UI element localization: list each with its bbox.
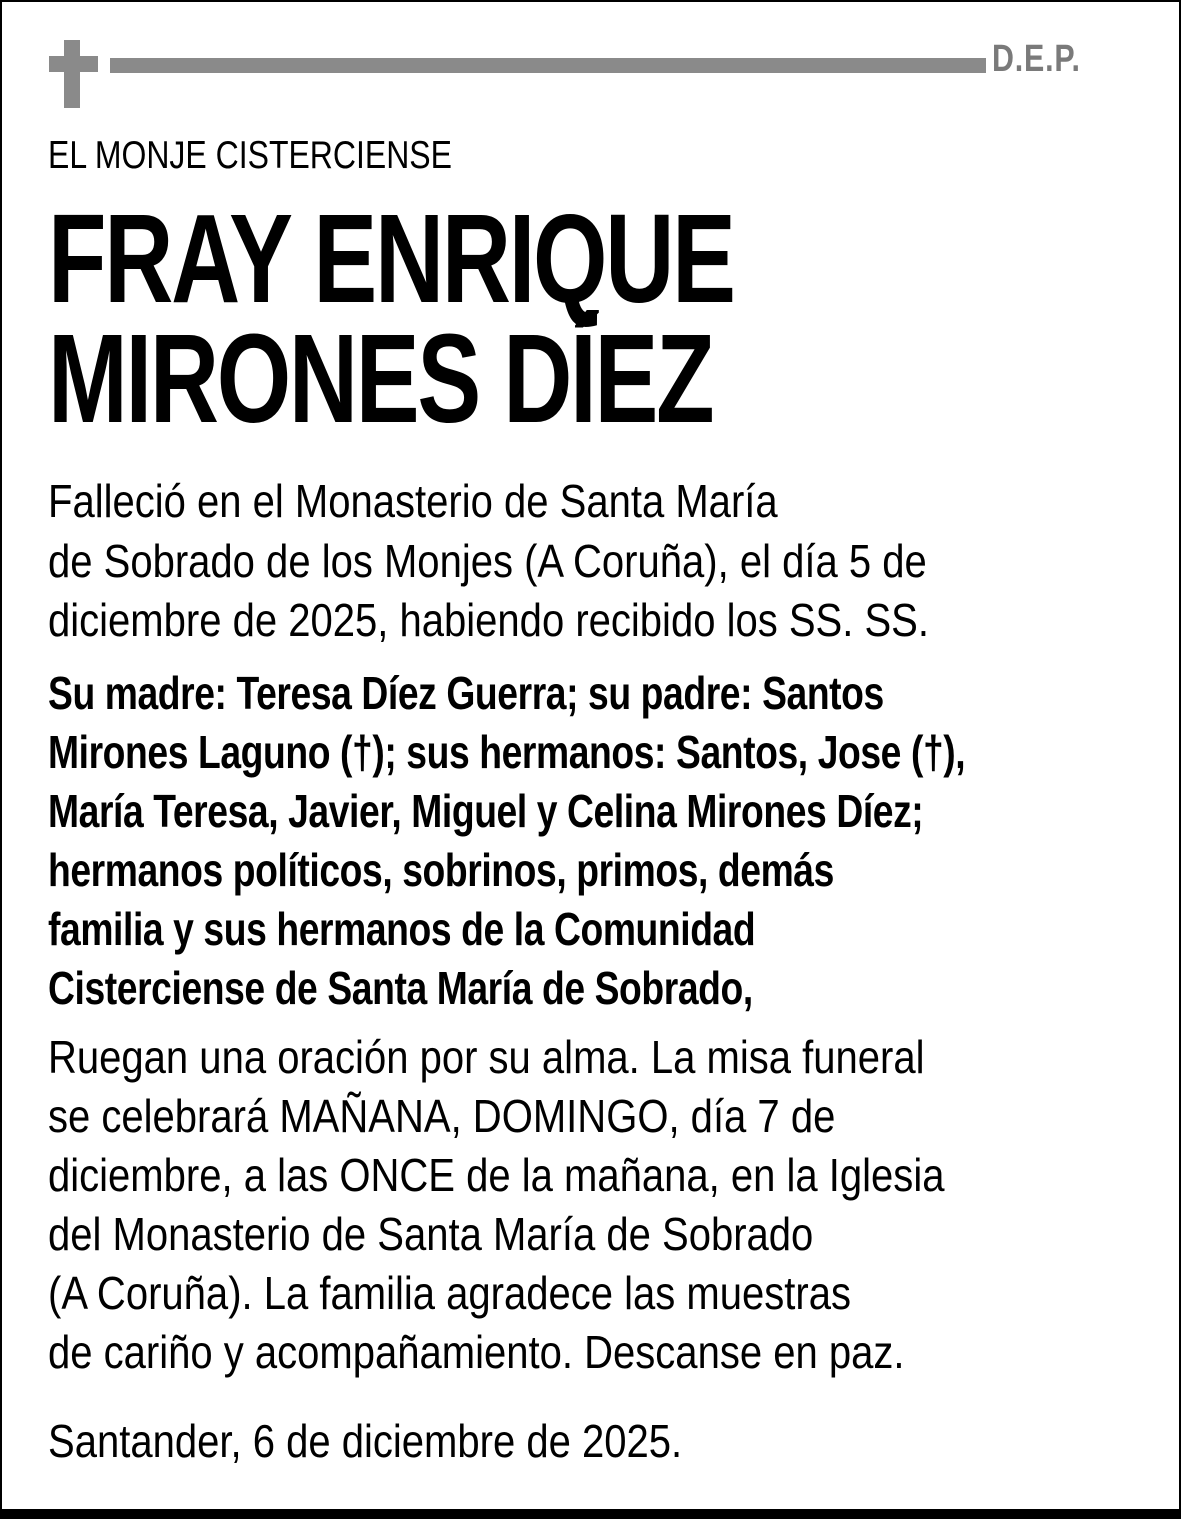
family-line: Mirones Laguno (†); sus hermanos: Santos, Jose (†), bbox=[48, 726, 966, 778]
deceased-name-line-2: MIRONES DÍEZ bbox=[48, 308, 713, 449]
dep-label: D.E.P. bbox=[992, 38, 1081, 80]
service-line: (A Coruña). La familia agradece las muestras bbox=[48, 1267, 852, 1319]
service-line: Ruegan una oración por su alma. La misa funeral bbox=[48, 1031, 925, 1083]
service-line: se celebrará MAÑANA, DOMINGO, día 7 de bbox=[48, 1090, 836, 1142]
family-line: familia y sus hermanos de la Comunidad bbox=[48, 903, 756, 955]
pretitle: EL MONJE CISTERCIENSE bbox=[48, 134, 452, 177]
service-line: diciembre, a las ONCE de la mañana, en la Iglesia bbox=[48, 1149, 945, 1201]
intro-line: de Sobrado de los Monjes (A Coruña), el día 5 de bbox=[48, 535, 927, 587]
deceased-name-line-1: FRAY ENRIQUE bbox=[48, 188, 734, 329]
family-line: Su madre: Teresa Díez Guerra; su padre: Santos bbox=[48, 667, 884, 719]
intro-line: diciembre de 2025, habiendo recibido los SS. SS. bbox=[48, 594, 929, 646]
service-line: de cariño y acompañamiento. Descanse en paz. bbox=[48, 1326, 905, 1378]
cross-horizontal bbox=[49, 56, 98, 72]
intro-line: Falleció en el Monasterio de Santa María bbox=[48, 475, 778, 527]
signoff: Santander, 6 de diciembre de 2025. bbox=[48, 1415, 683, 1467]
service-line: del Monasterio de Santa María de Sobrado bbox=[48, 1208, 814, 1260]
bottom-border bbox=[0, 1509, 1181, 1519]
header-rule bbox=[110, 58, 986, 73]
family-line: María Teresa, Javier, Miguel y Celina Mirones Díez; bbox=[48, 785, 924, 837]
family-line: Cisterciense de Santa María de Sobrado, bbox=[48, 962, 753, 1014]
cross-vertical bbox=[64, 40, 80, 108]
family-line: hermanos políticos, sobrinos, primos, demás bbox=[48, 844, 834, 896]
